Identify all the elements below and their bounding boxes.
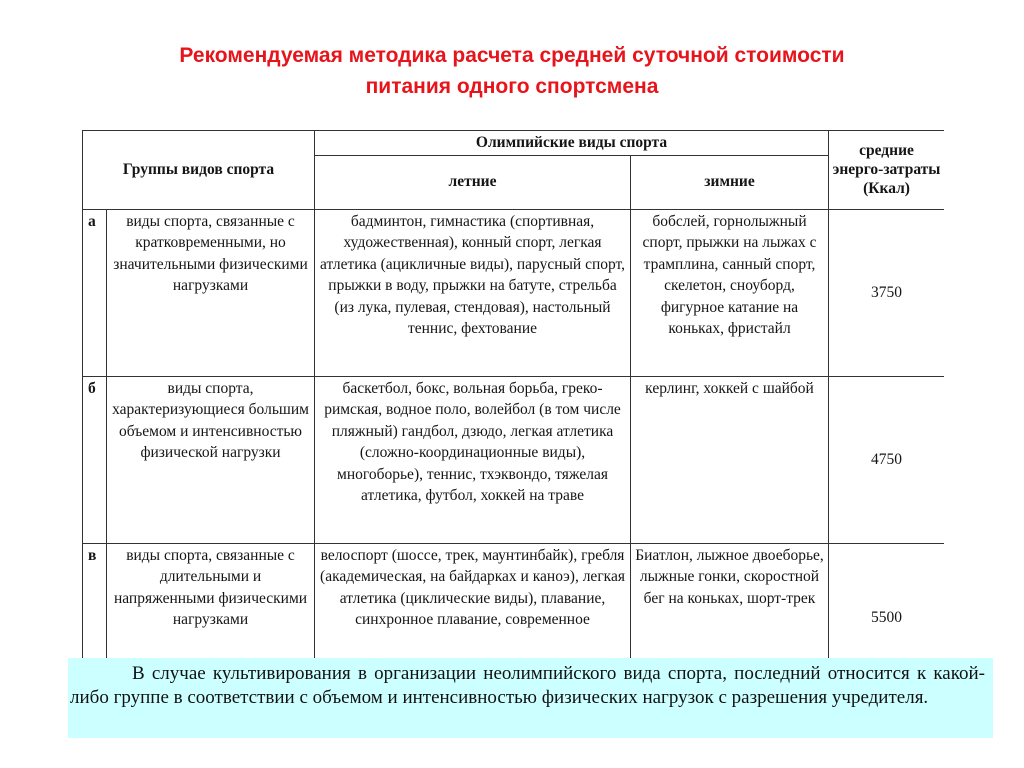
slide-title-line-2: питания одного спортсмена [365,75,659,98]
sports-groups-table-image [82,130,944,660]
header-winter: зимние [631,155,829,209]
row-group: виды спорта, характеризующиеся большим объемом и интенсивностью физической нагрузки [107,376,315,543]
note-text: В случае культивирования в организации неолимпийского вида спорта, последний относится к какой-либо группе в соответствии с объемом и интенсивностью физических нагрузок с разрешения учредителя. [70,663,985,708]
row-winter-sports: бобслей, горнолыжный спорт, прыжки на лыжах с трамплина, санный спорт, скелетон, сноуборд, фигурное катание на коньках, фристайл [631,209,829,376]
slide-title-line-1: Рекомендуемая методика расчета средней суточной стоимости [179,44,845,67]
slide-title [60,40,964,102]
row-energy: 3750 [829,209,944,376]
row-energy: 5500 [829,543,944,660]
header-groups: Группы видов спорта [83,131,315,210]
row-letter: б [83,376,107,543]
table-row [83,209,945,376]
table-row [83,376,945,543]
row-energy: 4750 [829,376,944,543]
row-group: виды спорта, связанные с кратковременными, но значительными физическими нагрузками [107,209,315,376]
row-letter: а [83,209,107,376]
table-row [83,543,945,660]
row-summer-sports: велоспорт (шоссе, трек, маунтинбайк), гребля (академическая, на байдарках и каноэ), легкая атлетика (циклические виды), плавание, синхронное плавание, современное [315,543,631,660]
row-summer-sports: бадминтон, гимнастика (спортивная, художественная), конный спорт, легкая атлетика (ацикличные виды), парусный спорт, прыжки в воду, прыжки на батуте, стрельба (из лука, пулевая, стендовая), настольный теннис, фехтование [315,209,631,376]
header-energy: средние энерго-затраты (Ккал) [829,131,944,210]
row-letter: в [83,543,107,660]
header-olympic: Олимпийские виды спорта [315,131,829,156]
header-summer: летние [315,155,631,209]
row-group: виды спорта, связанные с длительными и напряженными физическими нагрузками [107,543,315,660]
row-winter-sports: керлинг, хоккей с шайбой [631,376,829,543]
note-box [68,658,993,738]
sports-groups-table [82,130,944,660]
row-summer-sports: баскетбол, бокс, вольная борьба, греко-римская, водное поло, волейбол (в том числе пляжный) гандбол, дзюдо, легкая атлетика (сложно-координационные виды), многоборье), теннис, тхэквондо, тяжелая атлетика, футбол, хоккей на траве [315,376,631,543]
row-winter-sports: Биатлон, лыжное двоеборье, лыжные гонки, скоростной бег на коньках, шорт-трек [631,543,829,660]
